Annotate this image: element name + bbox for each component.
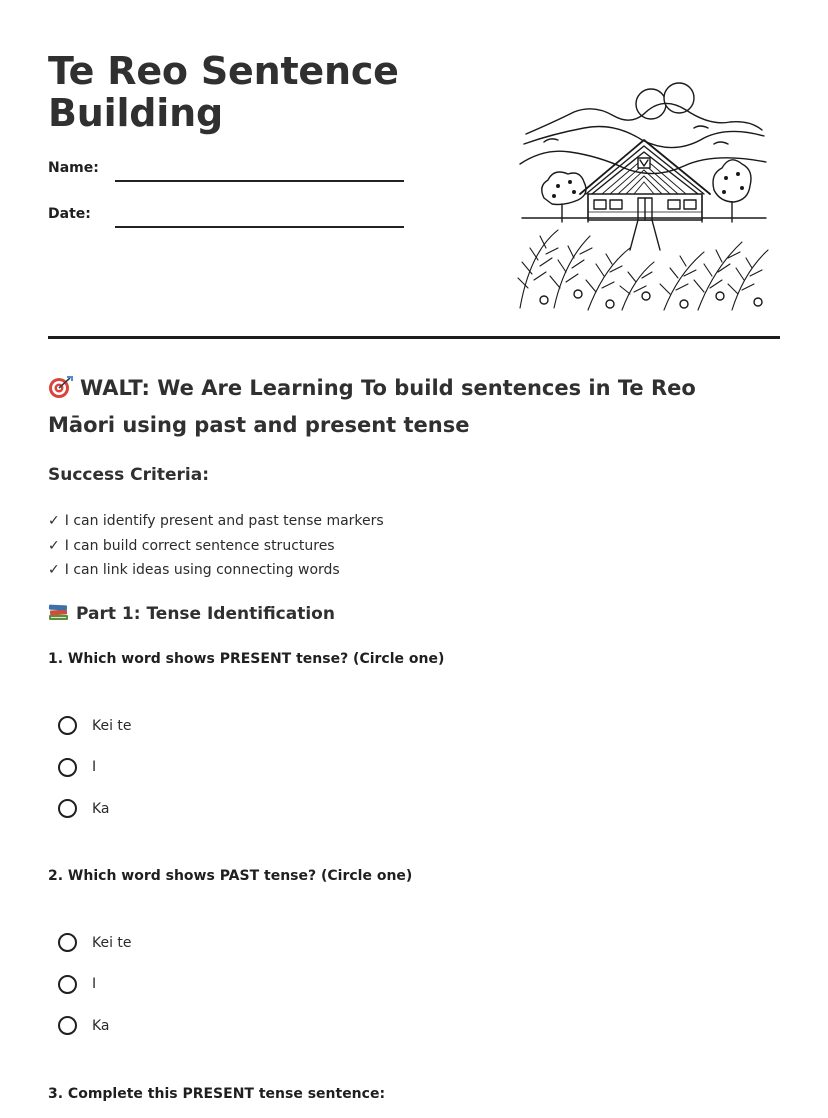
option-kei-te[interactable]: Kei te (58, 705, 132, 747)
part1-title (48, 602, 335, 624)
page-title: Te Reo Sentence Building (48, 49, 399, 135)
success-criteria-title: Success Criteria: (48, 465, 210, 485)
circle-option-icon[interactable] (58, 933, 77, 952)
books-icon (48, 602, 69, 622)
question-1-options (58, 705, 132, 830)
worksheet-page (48, 0, 780, 1102)
name-label: Name: (48, 160, 99, 176)
list-item: ✓ I can identify present and past tense markers (48, 513, 384, 529)
marae-illustration (514, 82, 774, 316)
header-divider (48, 336, 780, 339)
date-line[interactable] (115, 226, 404, 228)
list-item: ✓ I can link ideas using connecting words (48, 562, 340, 578)
question-2: 2. Which word shows PAST tense? (Circle one) (48, 868, 413, 884)
question-2-options (58, 922, 132, 1047)
option-ka[interactable]: Ka (58, 1005, 132, 1047)
target-icon (48, 375, 74, 399)
circle-option-icon[interactable] (58, 799, 77, 818)
date-label: Date: (48, 206, 91, 222)
walt-text: WALT: We Are Learning To build sentences in Te Reo Māori using past and present tense (48, 376, 696, 437)
name-field[interactable] (48, 160, 99, 176)
circle-option-icon[interactable] (58, 1016, 77, 1035)
date-field[interactable] (48, 206, 91, 222)
name-line[interactable] (115, 180, 404, 182)
option-ka[interactable]: Ka (58, 788, 132, 830)
question-1: 1. Which word shows PRESENT tense? (Circle one) (48, 651, 445, 667)
circle-option-icon[interactable] (58, 716, 77, 735)
list-item: ✓ I can build correct sentence structures (48, 537, 335, 554)
part1-title-text: Part 1: Tense Identification (76, 604, 335, 624)
check-icon: ✓ (48, 513, 60, 529)
circle-option-icon[interactable] (58, 758, 77, 777)
walt-heading (48, 370, 768, 444)
option-i[interactable]: I (58, 964, 132, 1006)
option-kei-te[interactable]: Kei te (58, 922, 132, 964)
worksheet-header (48, 0, 780, 340)
success-criteria-list (48, 509, 384, 583)
check-icon: ✓ (48, 562, 60, 578)
question-3: 3. Complete this PRESENT tense sentence: (48, 1086, 386, 1102)
option-i[interactable]: I (58, 747, 132, 789)
circle-option-icon[interactable] (58, 975, 77, 994)
check-icon: ✓ (48, 537, 60, 554)
